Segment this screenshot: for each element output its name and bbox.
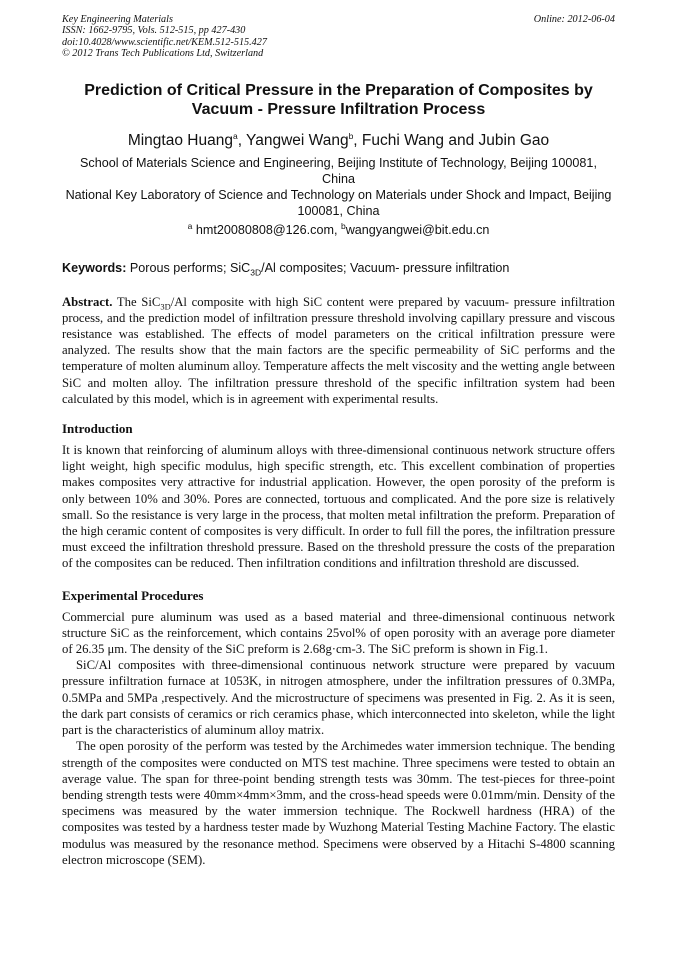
introduction-paragraph: It is known that reinforcing of aluminum alloys with three-dimensional continuous network structure offers light weight, high specific modulus, high specific strength, etc. This excellent combination of properties makes composites very attractive for industrial application. However, the open porosity of the preform is only between 10% and 30%. Pores are connected, tortuous and complicated. And the pore size is relatively small. So the resistance is very large in the process, that molten metal infiltration the preform. Preparation of the high ceramic content of composites is very difficult. In order to full fill the pores, the infiltration pressure must exceed the infiltration threshold pressure. Based on the threshold pressure the costs of the preparation of the composites can be reduced. Then infiltration conditions and infiltration threshold are discussed. — [62, 443, 615, 571]
paper-title: Prediction of Critical Pressure in the Preparation of Composites by Vacuum - Pressure Infiltration Process — [84, 81, 593, 119]
copyright-line: © 2012 Trans Tech Publications Ltd, Switzerland — [62, 48, 264, 60]
author-sup: b — [348, 130, 354, 141]
section-heading: Introduction — [62, 421, 133, 437]
keywords-label: Keywords: — [62, 260, 127, 275]
journal-name: Key Engineering Materials — [62, 14, 173, 25]
author-rest: , Fuchi Wang and Jubin Gao — [353, 131, 550, 149]
keywords — [62, 260, 615, 276]
author-sep: , — [237, 131, 247, 149]
email-sup: b — [340, 220, 346, 231]
experimental-paragraph: Commercial pure aluminum was used as a based material and three-dimensional continuous network structure SiC as the reinforcement, which contains 25vol% of open porosity with an average pore diameter of 26.35 μm. The density of the SiC preform is 2.68g·cm-3. The SiC preform is shown in Fig.1. — [62, 609, 615, 657]
author-name: Yangwei Wang — [246, 131, 349, 149]
journal-header — [62, 14, 615, 60]
issn-line: ISSN: 1662-9795, Vols. 512-515, pp 427-430 — [62, 25, 246, 37]
email-address: hmt20080808@126.com, — [192, 222, 341, 237]
author-name: Mingtao Huang — [127, 131, 233, 149]
experimental-paragraph: The open porosity of the perform was tested by the Archimedes water immersion technique. The bending strength of the composites were conducted on MTS test machine. Three specimens were tested to obtain an average value. The span for three-point bending strength tests was 30mm. The test-pieces for three-point bending strength tests were 40mm×4mm×3mm, and the cross-head speeds were 0.01mm/min. Density of the specimens was measured by the water immersion technique. The Rockwell hardness (HRA) of the composites was tested by a hardness tester made by Wuzhong Material Testing Machine Factory. The elastic modulus was measured by the resonance method. Specimens were observed by a Hitachi S-4800 scanning electron microscope (SEM). — [62, 739, 615, 867]
keywords-sub: 3D — [250, 267, 262, 278]
keywords-text: /Al composites; Vacuum- pressure infiltration — [261, 260, 510, 275]
email-address: wangyangwei@bit.edu.cn — [345, 222, 490, 237]
abstract-text: The SiC — [112, 294, 161, 309]
abstract — [62, 294, 615, 407]
section-heading: Experimental Procedures — [62, 587, 204, 603]
affiliation-line: School of Materials Science and Engineering, Beijing Institute of Technology, Beijing 100081, China — [80, 155, 597, 186]
online-date: Online: 2012-06-04 — [533, 14, 615, 25]
affiliation-line: National Key Laboratory of Science and Technology on Materials under Shock and Impact, Beijing 100081, China — [65, 187, 612, 218]
abstract-text: /Al composite with high SiC content were prepared by vacuum- pressure infiltration process, and the prediction model of infiltration pressure threshold involving capillary pressure and viscous resistance was established. The effects of model parameters on the critical infiltration pressure were analyzed. The results show that the main factors are the specific permeability of SiC performs and the temperature of molten aluminum alloy. Temperature affects the melt viscosity and the wetting angle between SiC and molten alloy. The infiltration pressure threshold of the specific infiltration system had been calculated by this model, which is in agreement with experimental results. — [62, 294, 615, 406]
doi-line: doi:10.4028/www.scientific.net/KEM.512-515.427 — [62, 36, 267, 48]
affiliations — [62, 155, 615, 219]
paper-page — [62, 14, 615, 868]
keywords-text: Porous performs; SiC — [126, 260, 251, 275]
email-sup: a — [187, 220, 193, 231]
abstract-label: Abstract. — [62, 294, 113, 309]
email-line — [62, 222, 615, 238]
author-list — [62, 131, 615, 151]
experimental-paragraph: SiC/Al composites with three-dimensional continuous network structure were prepared by vacuum pressure infiltration furnace at 1053K, in nitrogen atmosphere, under the infiltration pressures of 0.3MPa, 0.5MPa and 5MPa ,respectively. And the microstructure of specimens was presented in Fig. 2. As it is seen, the dark part consists of ceramics or rich ceramics phase, which interconnected into skeleton, while the light part is the characteristics of aluminum alloy matrix. — [62, 658, 615, 738]
author-sup: a — [232, 130, 238, 141]
abstract-sub: 3D — [160, 301, 171, 312]
